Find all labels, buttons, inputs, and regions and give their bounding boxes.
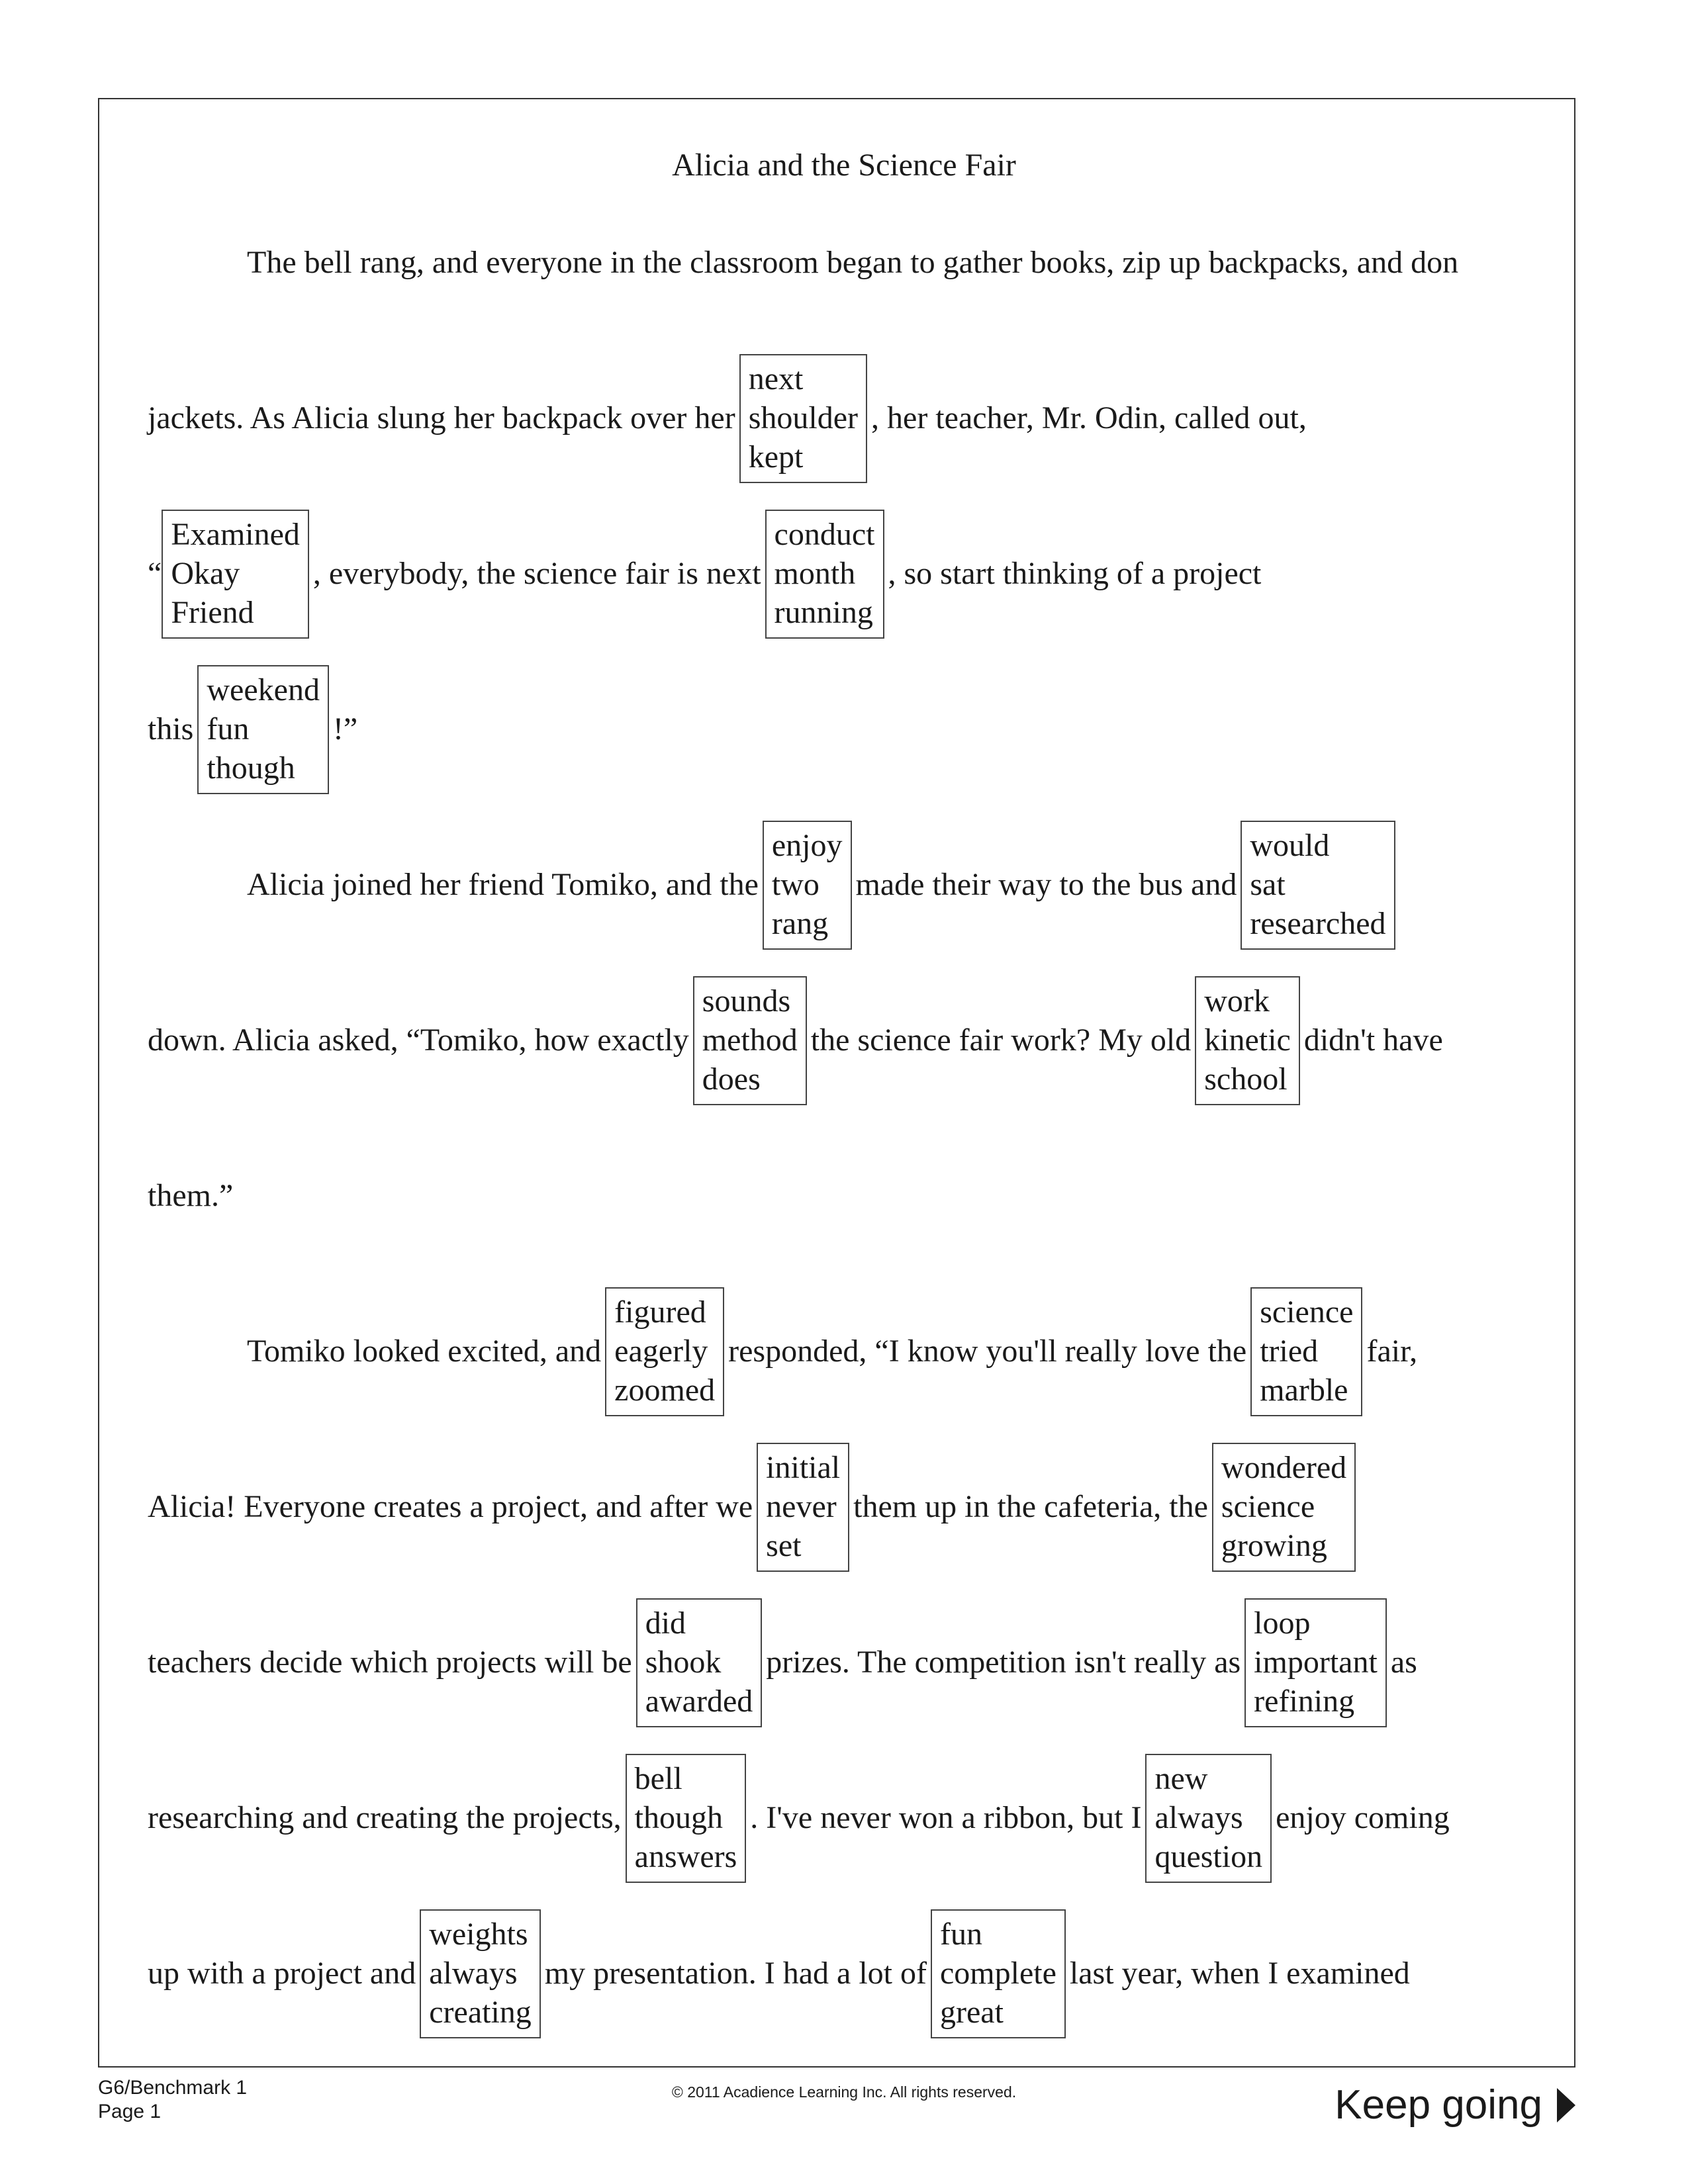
passage-line	[148, 1285, 1417, 1418]
passage-text: . I've never won a ribbon, but I	[750, 1800, 1142, 1835]
maze-option[interactable]: creating	[429, 1994, 532, 2030]
maze-option[interactable]: sounds	[702, 983, 791, 1019]
passage-line	[148, 974, 1443, 1107]
maze-option[interactable]: weights	[429, 1916, 528, 1952]
maze-option[interactable]: zoomed	[614, 1372, 716, 1408]
maze-choice-box[interactable]	[1244, 1598, 1387, 1727]
passage-text: The bell rang, and everyone in the classroom began to gather books, zip up backpacks, and don	[247, 245, 1459, 280]
passage-text: enjoy coming	[1276, 1800, 1450, 1835]
maze-choice-box[interactable]	[765, 510, 884, 639]
play-arrow-icon	[1557, 2088, 1575, 2122]
maze-option[interactable]: always	[1154, 1799, 1243, 1835]
maze-option[interactable]: answers	[634, 1839, 737, 1874]
maze-option[interactable]: Friend	[171, 594, 254, 630]
passage-line	[148, 1130, 233, 1262]
maze-option[interactable]: complete	[939, 1955, 1056, 1991]
keep-going-label: Keep going	[1335, 2082, 1542, 2128]
maze-choice-box[interactable]	[931, 1909, 1066, 2038]
maze-option[interactable]: refining	[1254, 1683, 1355, 1719]
maze-option[interactable]: wondered	[1221, 1449, 1347, 1485]
maze-option[interactable]: great	[939, 1994, 1004, 2030]
maze-option[interactable]: loop	[1254, 1605, 1311, 1641]
passage-text: “	[148, 556, 162, 591]
maze-option[interactable]: would	[1250, 827, 1330, 863]
maze-choice-box[interactable]	[757, 1443, 849, 1572]
passage-line	[148, 1441, 1360, 1573]
maze-option[interactable]: eagerly	[614, 1333, 708, 1369]
passage-text: them up in the cafeteria, the	[853, 1489, 1208, 1524]
maze-choice-box[interactable]	[197, 665, 329, 794]
maze-option[interactable]: next	[748, 361, 804, 396]
maze-option[interactable]: kept	[748, 439, 804, 475]
passage-text: jackets. As Alicia slung her backpack over her	[148, 400, 735, 435]
passage-text: !”	[332, 711, 358, 747]
maze-choice-box[interactable]	[1241, 821, 1395, 950]
passage-line	[148, 197, 1458, 329]
maze-option[interactable]: always	[429, 1955, 518, 1991]
passage-text: , so start thinking of a project	[888, 556, 1262, 591]
maze-choice-box[interactable]	[420, 1909, 541, 2038]
passage-text: , her teacher, Mr. Odin, called out,	[871, 400, 1307, 435]
maze-option[interactable]: marble	[1260, 1372, 1348, 1408]
maze-option[interactable]: researched	[1250, 905, 1386, 941]
passage-line	[148, 819, 1399, 951]
maze-choice-box[interactable]	[162, 510, 309, 639]
maze-choice-box[interactable]	[1250, 1287, 1362, 1416]
maze-option[interactable]: Okay	[171, 555, 240, 591]
maze-option[interactable]: figured	[614, 1294, 706, 1330]
passage-title: Alicia and the Science Fair	[672, 148, 1016, 183]
passage-text: Alicia joined her friend Tomiko, and the	[247, 867, 759, 902]
passage-text: , everybody, the science fair is next	[312, 556, 761, 591]
maze-option[interactable]: rang	[771, 905, 829, 941]
passage-text: researching and creating the projects,	[148, 1800, 622, 1835]
maze-choice-box[interactable]	[1145, 1754, 1272, 1883]
maze-option[interactable]: though	[207, 750, 295, 786]
maze-choice-box[interactable]	[1212, 1443, 1356, 1572]
passage-line	[148, 1752, 1450, 1884]
maze-option[interactable]: method	[702, 1022, 798, 1058]
maze-option[interactable]: question	[1154, 1839, 1263, 1874]
maze-option[interactable]: school	[1204, 1061, 1288, 1097]
maze-option[interactable]: science	[1221, 1488, 1315, 1524]
maze-option[interactable]: initial	[766, 1449, 841, 1485]
passage-text: Alicia! Everyone creates a project, and after we	[148, 1489, 753, 1524]
passage-text: the science fair work? My old	[810, 1023, 1192, 1058]
passage-text: made their way to the bus and	[855, 867, 1237, 902]
passage-text: teachers decide which projects will be	[148, 1645, 632, 1680]
passage-text: prizes. The competition isn't really as	[766, 1645, 1241, 1680]
passage-text: this	[148, 711, 194, 747]
passage-line	[148, 352, 1307, 484]
maze-option[interactable]: never	[766, 1488, 837, 1524]
passage-line	[148, 508, 1261, 640]
passage-text: last year, when I examined	[1069, 1956, 1410, 1991]
maze-option[interactable]: month	[774, 555, 856, 591]
maze-option[interactable]: enjoy	[771, 827, 843, 863]
passage-text: responded, “I know you'll really love the	[728, 1334, 1247, 1369]
maze-option[interactable]: growing	[1221, 1527, 1327, 1563]
maze-choice-box[interactable]	[693, 976, 807, 1105]
maze-option[interactable]: did	[645, 1605, 686, 1641]
maze-option[interactable]: running	[774, 594, 873, 630]
maze-option[interactable]: two	[771, 866, 820, 902]
maze-option[interactable]: set	[766, 1527, 802, 1563]
passage-line	[148, 1907, 1410, 2040]
passage-text: them.”	[148, 1178, 234, 1213]
maze-option[interactable]: bell	[634, 1760, 682, 1796]
maze-option[interactable]: weekend	[207, 672, 320, 707]
maze-option[interactable]: awarded	[645, 1683, 753, 1719]
maze-option[interactable]: tried	[1260, 1333, 1319, 1369]
page-number: Page 1	[98, 2101, 162, 2122]
maze-option[interactable]: fun	[207, 711, 250, 747]
maze-option[interactable]: work	[1204, 983, 1270, 1019]
passage-text: up with a project and	[148, 1956, 416, 1991]
maze-option[interactable]: sat	[1250, 866, 1286, 902]
maze-option[interactable]: shook	[645, 1644, 722, 1680]
passage-text: Tomiko looked excited, and	[247, 1334, 602, 1369]
maze-option[interactable]: kinetic	[1204, 1022, 1291, 1058]
maze-choice-box[interactable]	[1195, 976, 1300, 1105]
passage-text: down. Alicia asked, “Tomiko, how exactly	[148, 1023, 689, 1058]
passage-text: as	[1390, 1645, 1417, 1680]
passage-line	[148, 1596, 1417, 1729]
maze-option[interactable]: though	[634, 1799, 724, 1835]
maze-option[interactable]: science	[1260, 1294, 1354, 1330]
maze-choice-box[interactable]	[626, 1754, 747, 1883]
maze-option[interactable]: important	[1254, 1644, 1378, 1680]
maze-choice-box[interactable]	[605, 1287, 724, 1416]
maze-choice-box[interactable]	[763, 821, 852, 950]
keep-going-prompt[interactable]	[1335, 2081, 1575, 2128]
passage-text: fair,	[1366, 1334, 1418, 1369]
maze-choice-box[interactable]	[636, 1598, 763, 1727]
passage-text: my presentation. I had a lot of	[544, 1956, 927, 1991]
maze-option[interactable]: shoulder	[748, 400, 859, 435]
maze-option[interactable]: fun	[939, 1916, 982, 1952]
passage-line	[148, 663, 357, 796]
passage-text: didn't have	[1303, 1023, 1443, 1058]
maze-option[interactable]: Examined	[171, 516, 300, 552]
copyright-notice: © 2011 Acadience Learning Inc. All rights reserved.	[671, 2083, 1017, 2101]
maze-option[interactable]: new	[1154, 1760, 1208, 1796]
maze-option[interactable]: does	[702, 1061, 761, 1097]
benchmark-level: G6/Benchmark 1	[98, 2077, 248, 2099]
maze-option[interactable]: conduct	[774, 516, 875, 552]
maze-choice-box[interactable]	[739, 354, 867, 483]
